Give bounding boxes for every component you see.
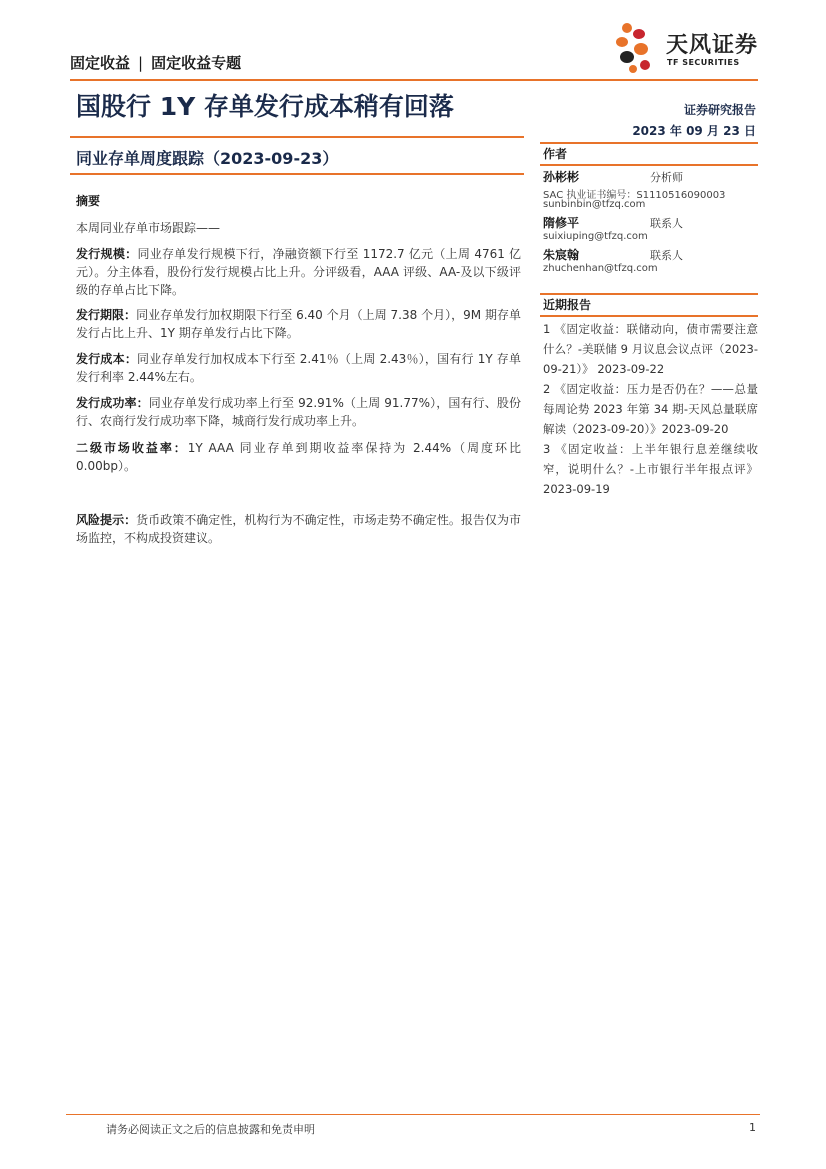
paragraph-secondary-yield [76, 439, 521, 475]
risk-text: 货币政策不确定性，机构行为不确定性，市场走势不确定性。报告仅为市场监控，不构成投资建议。 [76, 513, 521, 545]
authors-heading-divider [540, 164, 758, 166]
author-role: 分析师 [650, 171, 683, 184]
paragraph-text: 同业存单发行规模下行，净融资额下行至 1172.7 亿元（上周 4761 亿元）。分主体看，股份行发行规模占比上升。分评级看，AAA 评级、AA-及以下级评级的存单占比下降。 [76, 247, 521, 297]
footer-divider [66, 1114, 760, 1115]
logo-name-cn: 天风证券 [666, 33, 759, 58]
paragraph-lead: 发行期限： [76, 308, 137, 322]
author-email[interactable]: zhuchenhan@tfzq.com [543, 263, 658, 274]
author-role: 联系人 [650, 249, 683, 262]
report-subtitle: 同业存单周度跟踪（2023-09-23） [76, 149, 339, 168]
logo-name-en: TF SECURITIES [667, 58, 740, 67]
paragraph-lead: 发行成功率： [76, 396, 149, 410]
author-email[interactable]: suixiuping@tfzq.com [543, 231, 648, 242]
paragraph-text: 1Y AAA 同业存单到期收益率保持为 2.44%（周度环比 0.00bp）。 [76, 441, 521, 473]
recent-reports-list [543, 319, 758, 499]
recent-report-item[interactable]: 3 《固定收益：上半年银行息差继续收窄，说明什么？-上市银行半年报点评》 2023-09-19 [543, 442, 758, 496]
risk-lead: 风险提示： [76, 513, 137, 527]
report-category [70, 52, 241, 73]
report-date: 2023 年 09 月 23 日 [632, 124, 756, 138]
paragraph-text: 同业存单发行加权期限下行至 6.40 个月（上周 7.38 个月），9M 期存单发行占比上升、1Y 期存单发行占比下降。 [76, 308, 521, 340]
report-type: 证券研究报告 [683, 103, 756, 117]
author-name: 朱宸翰 [543, 248, 580, 262]
recent-reports-heading: 近期报告 [543, 298, 592, 312]
footer-disclaimer: 请务必阅读正文之后的信息披露和免责申明 [106, 1123, 315, 1136]
summary-heading: 摘要 [76, 194, 101, 208]
paragraph-lead: 二级市场收益率： [76, 441, 188, 455]
author-cert: SAC 执业证书编号：S1110516090003 [543, 190, 726, 201]
sub-category-label: 固定收益专题 [151, 54, 242, 72]
paragraph-text: 同业存单发行加权成本下行至 2.41％（上周 2.43％），国有行 1Y 存单发行利率 2.44%左右。 [76, 352, 521, 384]
author-role: 联系人 [650, 217, 683, 230]
header-divider [70, 79, 758, 81]
paragraph-issue-cost [76, 350, 521, 386]
recent-heading-divider [540, 315, 758, 317]
report-title: 国股行 1Y 存单发行成本稍有回落 [76, 92, 454, 121]
recent-report-item[interactable]: 1 《固定收益：联储动向，债市需要注意什么？-美联储 9 月议息会议点评（2023-09-21）》 2023-09-22 [543, 322, 758, 376]
paragraph-issue-term [76, 306, 521, 342]
paragraph-text: 同业存单发行成功率上行至 92.91%（上周 91.77%），国有行、股份行、农商行发行成功率下降，城商行发行成功率上升。 [76, 396, 521, 428]
author-email[interactable]: sunbinbin@tfzq.com [543, 199, 646, 210]
recent-top-divider [540, 293, 758, 295]
paragraph-success-rate [76, 394, 521, 430]
risk-warning [76, 511, 521, 547]
title-divider [70, 136, 524, 138]
author-name: 孙彬彬 [543, 170, 580, 184]
summary-intro: 本周同业存单市场跟踪—— [76, 221, 221, 235]
paragraph-lead: 发行成本： [76, 352, 138, 366]
logo-mark [616, 23, 650, 73]
subtitle-divider [70, 173, 524, 175]
authors-top-divider [540, 142, 758, 144]
category-separator: | [138, 54, 144, 72]
author-name: 隋修平 [543, 216, 580, 230]
authors-heading: 作者 [543, 147, 568, 161]
page-number: 1 [749, 1121, 756, 1134]
paragraph-lead: 发行规模： [76, 247, 138, 261]
category-label: 固定收益 [70, 54, 131, 72]
paragraph-issue-scale [76, 245, 521, 299]
recent-report-item[interactable]: 2 《固定收益：压力是否仍在？——总量每周论势 2023 年第 34 期-天风总量联席解读（2023-09-20）》2023-09-20 [543, 382, 758, 436]
